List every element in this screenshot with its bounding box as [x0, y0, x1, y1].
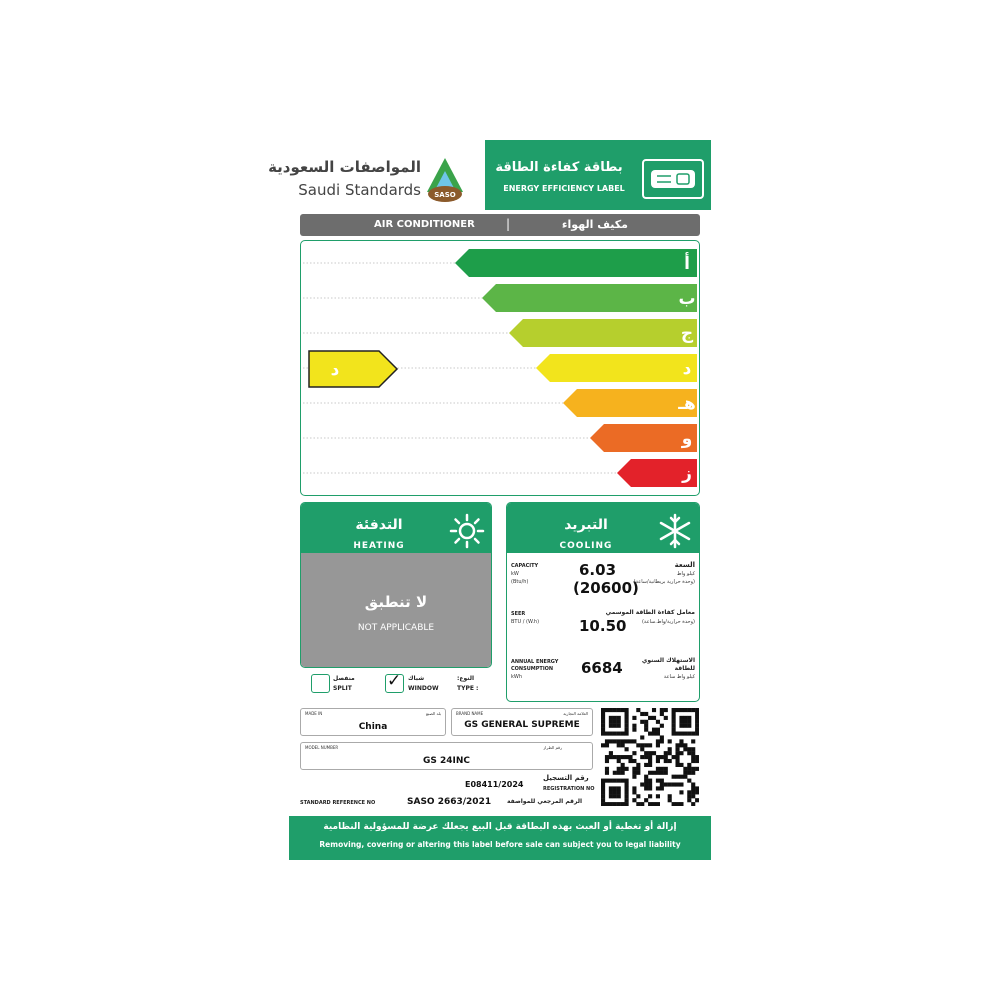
made-in-label-arabic: بلد الصنع: [426, 711, 441, 716]
capacity-label-arabic: السعة: [674, 561, 695, 569]
annual-energy-unit-arabic: كيلو واط ساعة: [663, 674, 695, 680]
annual-energy-label-2: CONSUMPTION: [511, 666, 554, 672]
registration-number: E08411/2024: [465, 780, 524, 789]
energy-class-arrow: [536, 354, 697, 382]
type-split-english: SPLIT: [333, 685, 352, 692]
energy-class-letter: ج: [680, 324, 694, 344]
legal-warning-arabic: إزالة أو تغطية أو العبث بهذه البطاقة قبل البيع يجعلك عرضة للمسؤولية النظامية: [323, 822, 677, 832]
seer-label: SEER: [511, 611, 526, 617]
capacity-btu-value: (20600): [573, 579, 639, 597]
qr-code: [601, 708, 699, 806]
brand-label-arabic: العلامة التجارية: [563, 711, 588, 716]
energy-label: [268, 140, 711, 860]
type-window-checkbox[interactable]: [385, 671, 404, 693]
product-bar: [300, 214, 700, 236]
not-applicable-arabic: لا تنطبق: [364, 593, 428, 611]
model-label: MODEL NUMBER: [305, 745, 339, 750]
capacity-unit-arabic-1: كيلو واط: [676, 571, 695, 577]
efficiency-scale: [300, 240, 700, 496]
type-window-arabic: شباك: [408, 675, 425, 682]
not-applicable-english: NOT APPLICABLE: [357, 623, 435, 633]
energy-class-arrow: [455, 249, 697, 277]
sun-icon: [449, 513, 485, 549]
heating-header: [301, 503, 491, 553]
efficiency-scale-graphic: [301, 241, 698, 494]
legal-warning-banner: [289, 816, 711, 860]
seer-unit: BTU / (W.h): [511, 619, 540, 625]
made-in-box: [300, 708, 446, 736]
saudi-standards-english: Saudi Standards: [298, 181, 421, 199]
cooling-panel: [506, 502, 700, 702]
cooling-header: [507, 503, 699, 553]
type-label-arabic: النوع:: [457, 675, 475, 682]
title-arabic: بطاقة كفاءة الطاقة: [495, 160, 623, 175]
energy-class-letter: هـ: [678, 394, 696, 414]
capacity-kw-value: 6.03: [579, 561, 617, 579]
brand-box: [451, 708, 593, 736]
capacity-unit-arabic-2: (وحدة حرارية بريطانية/ساعة): [633, 579, 695, 585]
annual-energy-label-arabic-1: الاستهلاك السنوي: [641, 657, 695, 664]
capacity-unit-btu: (Btu/h): [511, 579, 529, 585]
standard-reference-label: STANDARD REFERENCE NO: [300, 800, 376, 806]
annual-energy-value: 6684: [581, 659, 623, 677]
energy-class-letter: أ: [684, 254, 690, 274]
registration-label-arabic: رقم التسجيل: [543, 774, 589, 782]
heating-panel: [300, 502, 492, 668]
window-check-mark: ✓: [387, 671, 402, 691]
energy-class-arrow: [563, 389, 697, 417]
model-label-arabic: رقم الطراز: [543, 745, 562, 750]
made-in-value: China: [358, 722, 388, 732]
product-bar-separator: |: [506, 217, 511, 231]
product-name-arabic: مكيف الهواء: [561, 218, 628, 231]
legal-warning-english: Removing, covering or altering this label before sale can subject you to legal liability: [319, 840, 681, 849]
title-english: ENERGY EFFICIENCY LABEL: [503, 184, 625, 193]
air-conditioner-icon: [641, 158, 705, 200]
cooling-title-english: COOLING: [559, 541, 613, 551]
brand-label: BRAND NAME: [456, 711, 484, 716]
type-split-checkbox[interactable]: [311, 674, 330, 693]
annual-energy-label-arabic-2: للطاقة: [674, 665, 695, 672]
energy-class-letter: و: [681, 429, 693, 449]
energy-class-arrow: [482, 284, 697, 312]
heating-title-arabic: التدفئة: [355, 517, 403, 533]
seer-label-arabic: معامل كفاءة الطاقة الموسمي: [605, 609, 695, 616]
standard-reference-value: SASO 2663/2021: [407, 797, 492, 807]
svg-text:SASO: SASO: [434, 191, 456, 199]
made-in-label: MADE IN: [305, 711, 323, 716]
energy-rating-pointer: [309, 351, 397, 387]
energy-class-letter: د: [682, 359, 692, 379]
capacity-unit-kw: kW: [511, 571, 519, 577]
type-window-english: WINDOW: [408, 685, 439, 692]
brand-value: GS GENERAL SUPREME: [464, 720, 580, 730]
registration-label-english: REGISTRATION NO: [543, 786, 595, 792]
type-label-english: TYPE :: [457, 685, 479, 692]
saso-logo: [423, 154, 467, 204]
heating-title-english: HEATING: [353, 541, 405, 551]
standard-reference-arabic: الرقم المرجعي للمواصفة: [507, 798, 582, 805]
heating-not-applicable: [301, 553, 491, 667]
cooling-title-arabic: التبريد: [564, 517, 608, 533]
model-box: [300, 742, 593, 770]
seer-unit-arabic: (وحدة حرارية/واط.ساعة): [641, 619, 695, 625]
energy-class-letter: ب: [678, 289, 696, 309]
model-value: GS 24INC: [422, 756, 470, 766]
type-split-arabic: منفصل: [333, 675, 355, 682]
saudi-standards-block: [268, 154, 421, 204]
seer-value: 10.50: [579, 617, 627, 635]
annual-energy-unit: kWh: [511, 674, 523, 680]
saudi-standards-arabic: المواصفات السعودية: [268, 158, 421, 176]
annual-energy-label-1: ANNUAL ENERGY: [511, 659, 559, 665]
title-banner: [485, 140, 711, 210]
energy-class-letter: ز: [682, 464, 692, 484]
energy-rating-letter: د: [330, 360, 340, 380]
capacity-label: CAPACITY: [511, 563, 539, 569]
snowflake-icon: [657, 513, 693, 549]
product-name-english: AIR CONDITIONER: [374, 219, 475, 230]
energy-class-arrow: [509, 319, 697, 347]
